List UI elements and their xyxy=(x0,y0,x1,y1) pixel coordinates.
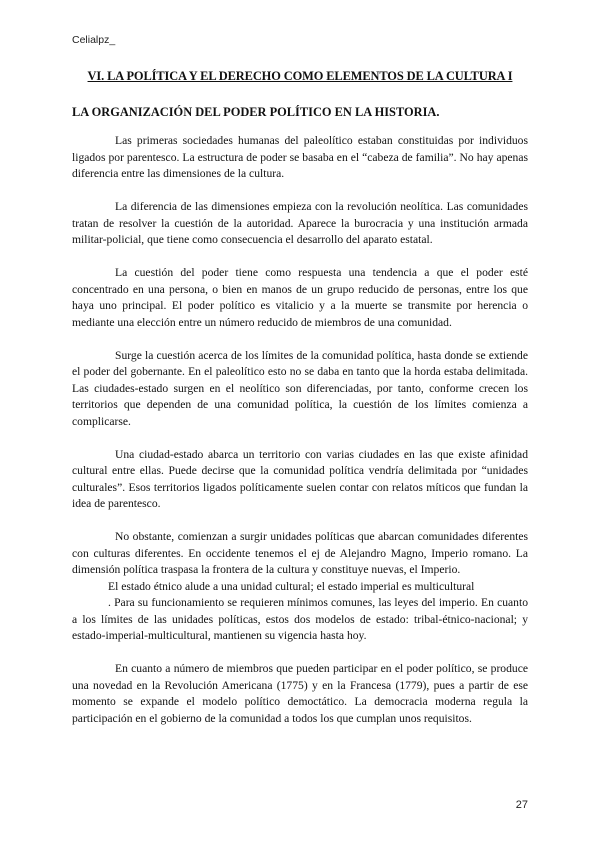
paragraph-8: . Para su funcionamiento se requieren mínimos comunes, las leyes del imperio. En cuanto a los límites de las unidades políticas, estos dos modelos de estado: tribal-étnico-nacional; y estado-imperial-multicultural, mantienen su vigencia hasta hoy. xyxy=(72,596,528,642)
section-title: LA ORGANIZACIÓN DEL PODER POLÍTICO EN LA HISTORIA. xyxy=(72,105,440,119)
paragraph-9: En cuanto a número de miembros que pueden participar en el poder político, se produce una novedad en la Revolución Americana (1775) y en la Francesa (1779), pues a partir de ese momento se expande el modelo político democtático. La democracia moderna regula la participación en el gobierno de la comunidad a todos los que cumplan unos requisitos. xyxy=(72,662,528,725)
paragraph-6: No obstante, comienzan a surgir unidades políticas que abarcan comunidades diferentes con culturas diferentes. En occidente tenemos el ej de Alejandro Magno, Imperio romano. La dimensión política traspasa la frontera de la cultura y constituye nuevas, el Imperio. xyxy=(72,530,528,576)
paragraph-7: El estado étnico alude a una unidad cultural; el estado imperial es multicultural xyxy=(108,579,475,593)
paragraph-3: La cuestión del poder tiene como respuesta una tendencia a que el poder esté concentrado en una persona, o bien en manos de un grupo reducido de personas, entre los que haya uno principal. El poder político es vitalicio y a la muerte se transmite por herencia o mediante una elección entre un número reducido de miembros de una comunidad. xyxy=(72,266,528,329)
header-author: Celialpz_ xyxy=(72,34,116,46)
body-text xyxy=(72,133,528,744)
paragraph-1: Las primeras sociedades humanas del paleolítico estaban constituidas por individuos ligados por parentesco. La estructura de poder se basaba en el “cabeza de familia”. No hay apenas diferencia entre las dimensiones de la cultura. xyxy=(72,134,528,180)
paragraph-5: Una ciudad-estado abarca un territorio con varias ciudades en las que existe afinidad cultural entre ellas. Puede decirse que la comunidad política vendría delimitada por “unidades culturales”. Esos territorios ligados políticamente suelen contar con relatos míticos que fundan la idea de parentesco. xyxy=(72,447,528,510)
chapter-title: VI. LA POLÍTICA Y EL DERECHO COMO ELEMENTOS DE LA CULTURA I xyxy=(87,69,513,83)
page-number: 27 xyxy=(515,799,528,811)
paragraph-4: Surge la cuestión acerca de los límites de la comunidad política, hasta donde se extiende el poder del gobernante. En el paleolítico esto no se daba en tanto que la horda estaba delimitada. Las ciudades-estado surgen en el neolítico son diferenciadas, por tanto, conforme crecen los territorios que dependen de una comunidad política, la cuestión de los límites comienza a complicarse. xyxy=(72,348,528,428)
paragraph-2: La diferencia de las dimensiones empieza con la revolución neolítica. Las comunidades tratan de resolver la cuestión de la autoridad. Aparece la burocracia y una institución armada militar-policial, que tiene como consecuencia el desarrollo del aparato estatal. xyxy=(72,200,528,246)
